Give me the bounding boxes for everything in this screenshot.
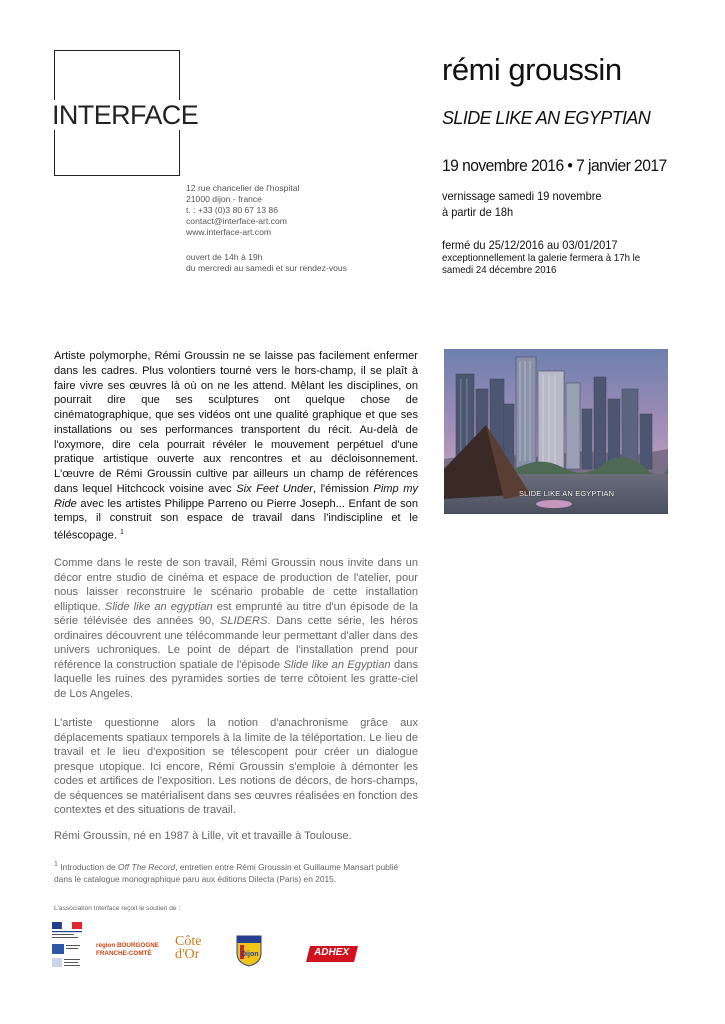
paragraph-2 bbox=[54, 556, 418, 701]
p2-text-4: dans laquelle les ruines des pyramides sorties de terre côtoient les gratte-ciel de Los Angeles. bbox=[54, 658, 418, 700]
adhex-label: ADHEX bbox=[314, 947, 350, 958]
vernissage-line-1: vernissage samedi 19 novembre bbox=[442, 189, 602, 203]
footnote-italic: Off The Record bbox=[117, 861, 176, 872]
closure-note-2: samedi 24 décembre 2016 bbox=[442, 264, 557, 276]
address-city: 21000 dijon - france bbox=[186, 194, 262, 204]
vernissage-line-2: à partir de 18h bbox=[442, 205, 514, 219]
region-bfc-logo bbox=[96, 942, 159, 958]
adhex-logo bbox=[306, 944, 358, 964]
support-label: L'association Interface reçoit le soutien de : bbox=[54, 905, 181, 912]
intro-italic-2: Pimp my Ride bbox=[54, 482, 418, 510]
vernissage-info bbox=[442, 188, 602, 220]
p2-text-1: Comme dans le reste de son travail, Rémi Groussin nous invite dans un décor entre studio de cinéma et espace de production de l'atelier, pour nous laisser reconstruire le scénario probable de cette installation elliptique. bbox=[54, 557, 418, 613]
p2-text-2: est emprunté au titre d'un épisode de la série télévisée des années 90, bbox=[54, 600, 418, 627]
closure-dates: fermé du 25/12/2016 au 03/01/2017 bbox=[442, 238, 618, 252]
footnote-number: 1 bbox=[54, 861, 58, 868]
hours-line-2: du mercredi au samedi et sur rendez-vous bbox=[186, 263, 347, 273]
p2-italic-2: SLIDERS bbox=[219, 615, 268, 627]
bfc-line-2: FRANCHE-COMTÉ bbox=[96, 950, 152, 957]
address-email[interactable]: contact@interface-art.com bbox=[186, 216, 287, 226]
intro-text-3: avec les artistes Philippe Parreno ou Pierre Joseph... Enfant de son temps, il construit son espace de travail dans l'indiscipline et le téléscopage. bbox=[54, 497, 418, 542]
footnote-text-1: Introduction de bbox=[57, 861, 118, 872]
image-caption: SLIDE LIKE AN EGYPTIAN bbox=[519, 489, 615, 498]
artist-name: rémi groussin bbox=[442, 52, 622, 87]
footnote bbox=[54, 859, 418, 885]
dijon-logo bbox=[236, 935, 262, 967]
exhibition-dates: 19 novembre 2016 • 7 janvier 2017 bbox=[442, 156, 667, 175]
bfc-line-1: région BOURGOGNE bbox=[96, 942, 159, 949]
hours-line-1: ouvert de 14h à 19h bbox=[186, 252, 263, 262]
intro-paragraph bbox=[54, 349, 418, 543]
intro-text-1: Artiste polymorphe, Rémi Groussin ne se laisse pas facilement enfermer dans les cadres. Plus volontiers tourné vers le hors-champ, il se plaît à faire vivre ses œuvres là où on ne les attend. Mêlant les disciplines, on pourrait dire que ses sculptures ont quelque chose de cinématographique, que ses vidéos ont une qualité graphique et que ses installations ou ses performances transportent du récit. Au-delà de l'oxymore, dire cela pourrait révéler le mouvement perpétuel d'une pratique artistique ouverte aux rencontres et au décloisonnement. L'œuvre de Rémi Groussin cultive par ailleurs un champ de références dans lequel Hitchcock voisine avec bbox=[54, 350, 418, 495]
footnote-text-2: , entretien entre Rémi Groussin et Guillaume Mansart publié dans le catalogue monographique paru aux éditions Dilecta (Paris) en 2015. bbox=[54, 861, 399, 884]
intro-italic-1: Six Feet Under bbox=[236, 482, 313, 495]
address-block bbox=[186, 183, 299, 238]
prefet-region-logo bbox=[50, 922, 84, 970]
closure-note-1: exceptionnellement la galerie fermera à 17h le bbox=[442, 252, 641, 264]
cote-line-2: d'Or bbox=[175, 947, 200, 962]
address-phone[interactable]: t. : +33 (0)3 80 67 13 86 bbox=[186, 205, 278, 215]
paragraph-3: L'artiste questionne alors la notion d'anachronisme grâce aux déplacements spatiaux temporels à la limite de la téléportation. Le lieu de travail et le lieu d'exposition se télescopent pour créer un dialogue presque utopique. Ici encore, Rémi Groussin s'emploie à démonter les codes et artifices de l'exposition. Les notions de décors, de hors-champs, de séquences se matérialisent dans ses œuvres réalisées en fonction des contextes et des situations de travail. bbox=[54, 717, 418, 816]
intro-text-2: , l'émission bbox=[313, 482, 374, 495]
opening-hours bbox=[186, 252, 347, 274]
p2-italic-1: Slide like an egyptian bbox=[104, 600, 213, 613]
address-website[interactable]: www.interface-art.com bbox=[186, 227, 272, 237]
paragraph-4: Rémi Groussin, né en 1987 à Lille, vit et travaille à Toulouse. bbox=[54, 830, 352, 842]
p2-italic-3: Slide like an Egyptian bbox=[283, 658, 391, 671]
cote-dor-logo bbox=[175, 935, 201, 961]
exhibition-title: SLIDE LIKE AN EGYPTIAN bbox=[442, 108, 651, 128]
p2-text-3: . Dans cette série, les héros ordinaires découvrent une télécommande leur permettant d'aller dans des univers uchroniques. Le point de départ de l'installation prend pour référence la construction spatiale de l'épisode bbox=[54, 615, 418, 671]
dijon-label: Dijon bbox=[241, 951, 259, 958]
address-street: 12 rue chancelier de l'hospital bbox=[186, 183, 300, 193]
closure-info bbox=[442, 238, 640, 276]
cote-line-1: Côte bbox=[175, 934, 202, 949]
footnote-ref: 1 bbox=[120, 529, 124, 536]
logo-text: INTERFACE bbox=[52, 100, 199, 130]
